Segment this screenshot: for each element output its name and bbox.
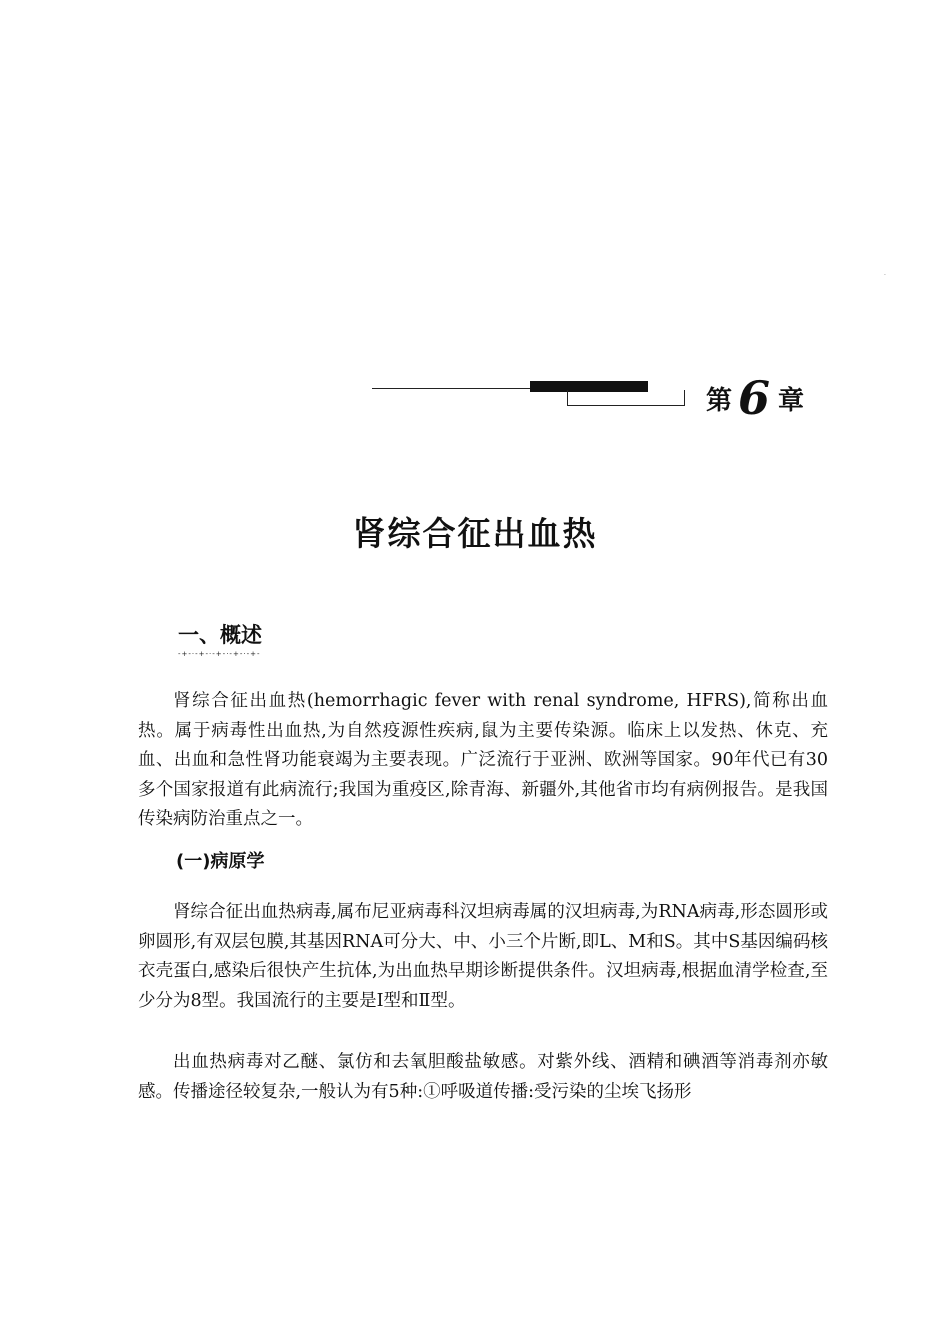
section-ornament: -+-·-+-·-+-·-+-·-+- [178,650,261,658]
scan-speck: · [884,272,886,279]
chapter-rule-thin [372,388,532,389]
subsection-heading: (一)病原学 [176,851,265,872]
chapter-prefix: 第 [706,385,733,416]
overview-paragraph: 肾综合征出血热(hemorrhagic fever with renal syndrome, HFRS),简称出血热。属于病毒性出血热,为自然疫源性疾病,鼠为主要传染源。临床上以发热、休克、充血、出血和急性肾功能衰竭为主要表现。广泛流行于亚洲、欧洲等国家。90年代已有30多个国家报道有此病流行;我国为重疫区,除青海、新疆外,其他省市均有病例报告。是我国传染病防治重点之一。 [138,691,828,829]
chapter-number: 6 [738,371,771,425]
chapter-rule-bracket [567,390,685,406]
section-heading: 一、概述 [178,623,262,647]
etiology-paragraph: 肾综合征出血热病毒,属布尼亚病毒科汉坦病毒属的汉坦病毒,为RNA病毒,形态圆形或卵圆形,有双层包膜,其基因RNA可分大、中、小三个片断,即L、M和S。其中S基因编码核衣壳蛋白,感染后很快产生抗体,为出血热早期诊断提供条件。汉坦病毒,根据血清学检查,至少分为8型。我国流行的主要是Ⅰ型和Ⅱ型。 [138,902,828,1011]
chapter-label [706,371,805,425]
page-title: 肾综合征出血热 [352,514,598,553]
sensitivity-paragraph: 出血热病毒对乙醚、氯仿和去氧胆酸盐敏感。对紫外线、酒精和碘酒等消毒剂亦敏感。传播途径较复杂,一般认为有5种:①呼吸道传播:受污染的尘埃飞扬形 [138,1052,828,1102]
chapter-suffix: 章 [778,385,805,416]
